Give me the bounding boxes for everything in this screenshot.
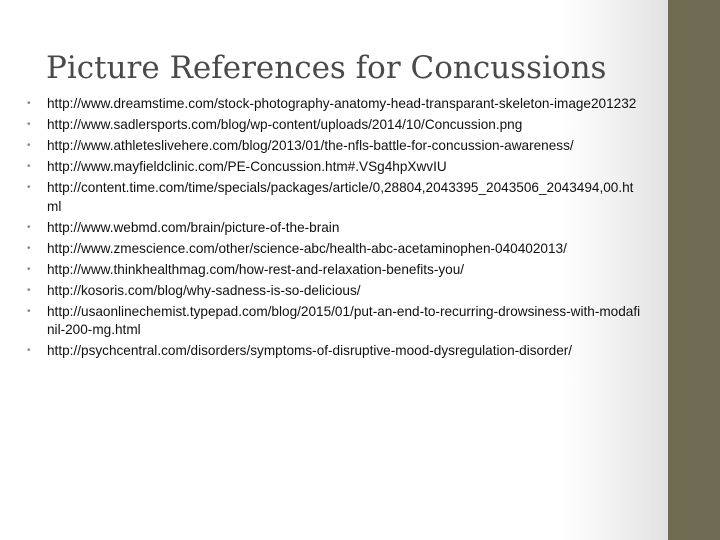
reference-item — [27, 137, 642, 156]
bullet-icon: • — [27, 98, 31, 109]
reference-item — [27, 179, 642, 216]
reference-link[interactable]: http://www.mayfieldclinic.com/PE-Concussion.htm#.VSg4hpXwvIU — [47, 159, 447, 174]
reference-list — [27, 95, 642, 363]
reference-item — [27, 261, 642, 280]
reference-link[interactable]: http://usaonlinechemist.typepad.com/blog/2015/01/put-an-end-to-recurring-drowsiness-with-modafinil-200-mg.html — [47, 303, 641, 337]
reference-link[interactable]: http://content.time.com/time/specials/packages/article/0,28804,2043395_2043506_2043494,00.html — [47, 180, 634, 214]
reference-link[interactable]: http://www.athleteslivehere.com/blog/2013/01/the-nfls-battle-for-concussion-awareness/ — [47, 138, 574, 153]
bullet-icon: • — [27, 161, 31, 172]
bullet-icon: • — [27, 221, 31, 233]
reference-item — [27, 219, 642, 238]
reference-item — [27, 95, 642, 114]
reference-link[interactable]: http://kosoris.com/blog/why-sadness-is-so-delicious/ — [47, 282, 361, 298]
reference-item — [27, 240, 642, 259]
bullet-icon: • — [27, 242, 31, 254]
slide-title: Picture References for Concussions — [46, 50, 607, 86]
reference-link[interactable]: http://psychcentral.com/disorders/symptoms-of-disruptive-mood-dysregulation-disorder/ — [47, 343, 573, 358]
reference-link[interactable]: http://www.webmd.com/brain/picture-of-the-brain — [47, 219, 340, 235]
reference-item — [27, 303, 642, 340]
bullet-icon: • — [27, 263, 31, 275]
reference-link[interactable]: http://www.sadlersports.com/blog/wp-content/uploads/2014/10/Concussion.png — [47, 117, 523, 132]
reference-link[interactable]: http://www.thinkhealthmag.com/how-rest-and-relaxation-benefits-you/ — [47, 261, 465, 277]
reference-item — [27, 282, 642, 301]
bullet-icon: • — [27, 284, 31, 296]
bullet-icon: • — [27, 140, 31, 151]
reference-item — [27, 342, 642, 361]
bullet-icon: • — [27, 119, 31, 130]
sidebar-color-band — [668, 0, 720, 540]
bullet-icon: • — [27, 182, 31, 193]
reference-link[interactable]: http://www.zmescience.com/other/science-abc/health-abc-acetaminophen-040402013/ — [47, 240, 567, 256]
bullet-icon: • — [27, 305, 31, 317]
bullet-icon: • — [27, 345, 31, 356]
reference-item — [27, 158, 642, 177]
reference-item — [27, 116, 642, 135]
reference-link[interactable]: http://www.dreamstime.com/stock-photography-anatomy-head-transparant-skeleton-image201232 — [47, 96, 637, 111]
